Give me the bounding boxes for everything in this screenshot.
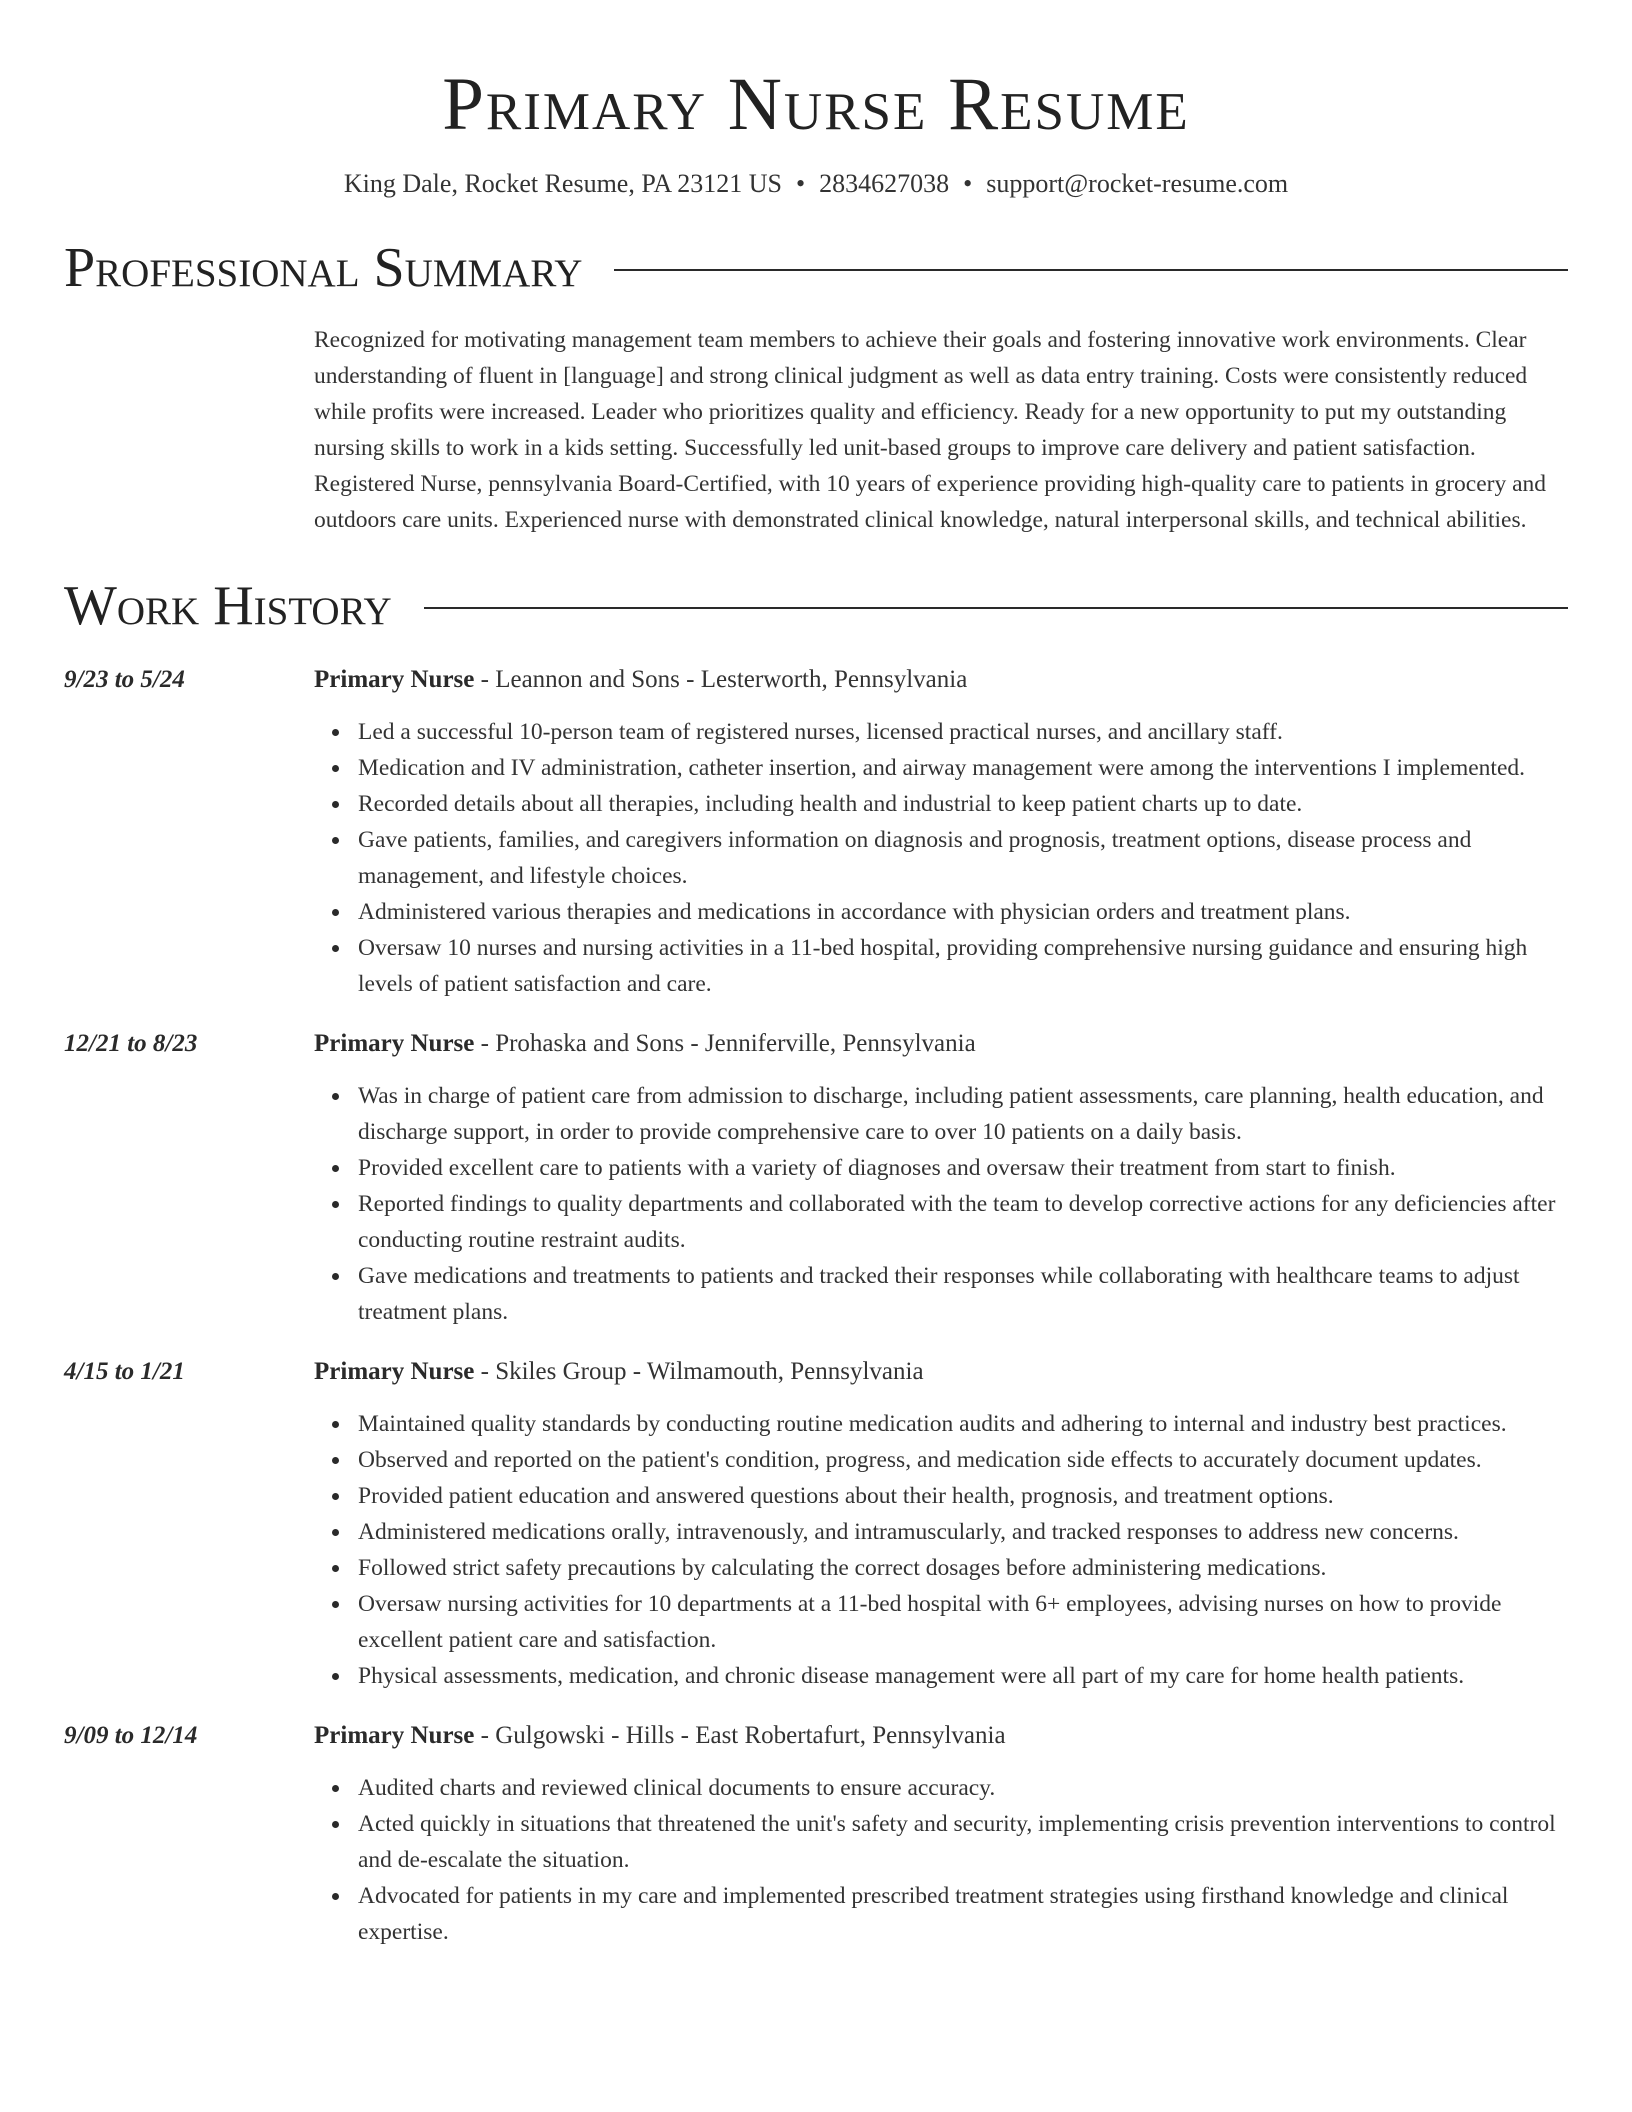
job-header [314,1718,1568,1754]
job-title: Primary Nurse [314,1358,475,1385]
resume-title: Primary Nurse Resume [442,63,1190,146]
job-bullet: Followed strict safety precautions by calculating the correct dosages before administering medications. [358,1550,1568,1586]
job-bullet: Advocated for patients in my care and implemented prescribed treatment strategies using firsthand knowledge and clinical expertise. [358,1878,1568,1950]
job-bullet: Was in charge of patient care from admission to discharge, including patient assessments, care planning, health education, and discharge support, in order to provide comprehensive care to over 10 patients on a daily basis. [358,1078,1568,1150]
job-employer-location: - Leannon and Sons - Lesterworth, Pennsylvania [474,666,968,693]
job-bullet: Physical assessments, medication, and chronic disease management were all part of my care for home health patients. [358,1658,1568,1694]
section-divider [614,269,1568,271]
job-title: Primary Nurse [314,1722,475,1749]
job-header [314,1026,1568,1062]
job-bullet: Medication and IV administration, catheter insertion, and airway management were among the interventions I implemented. [358,750,1568,786]
section-divider [424,607,1568,609]
job-bullet: Observed and reported on the patient's condition, progress, and medication side effects to accurately document updates. [358,1442,1568,1478]
job-entry [64,1718,1568,1950]
job-bullet: Acted quickly in situations that threatened the unit's safety and security, implementing crisis prevention interventions to control and de-escalate the situation. [358,1806,1568,1878]
job-entry [64,1026,1568,1330]
job-dates: 4/15 to 1/21 [64,1358,185,1385]
job-bullet: Led a successful 10-person team of registered nurses, licensed practical nurses, and ancillary staff. [358,714,1568,750]
work-history-section-header [64,574,1568,638]
job-bullet: Oversaw 10 nurses and nursing activities in a 11-bed hospital, providing comprehensive nursing guidance and ensuring high levels of patient satisfaction and care. [358,930,1568,1002]
job-details [314,1718,1568,1950]
job-title: Primary Nurse [314,666,475,693]
summary-section-header [64,236,1568,300]
job-details [314,662,1568,1002]
work-history-heading: Work History [64,575,392,637]
job-bullet: Reported findings to quality departments and collaborated with the team to develop corrective actions for any deficiencies after conducting routine restraint audits. [358,1186,1568,1258]
job-bullet: Administered various therapies and medications in accordance with physician orders and treatment plans. [358,894,1568,930]
job-bullet: Recorded details about all therapies, including health and industrial to keep patient charts up to date. [358,786,1568,822]
job-employer-location: - Skiles Group - Wilmamouth, Pennsylvania [474,1358,924,1385]
job-dates: 12/21 to 8/23 [64,1030,198,1057]
job-bullet: Oversaw nursing activities for 10 departments at a 11-bed hospital with 6+ employees, advising nurses on how to provide excellent patient care and satisfaction. [358,1586,1568,1658]
job-bullet: Gave patients, families, and caregivers information on diagnosis and prognosis, treatment options, disease process and management, and lifestyle choices. [358,822,1568,894]
contact-separator: • [796,169,806,198]
job-dates: 9/23 to 5/24 [64,666,185,693]
contact-email: support@rocket-resume.com [986,169,1289,198]
work-history-list [64,662,1568,1950]
contact-line [64,168,1568,200]
contact-phone: 2834627038 [819,169,950,198]
job-bullet-list [314,1770,1568,1950]
summary-heading: Professional Summary [64,237,583,299]
job-entry [64,1354,1568,1694]
contact-separator: • [963,169,973,198]
job-title: Primary Nurse [314,1030,475,1057]
job-bullet: Administered medications orally, intravenously, and intramuscularly, and tracked responses to address new concerns. [358,1514,1568,1550]
job-bullet-list [314,1406,1568,1694]
job-bullet: Maintained quality standards by conducting routine medication audits and adhering to internal and industry best practices. [358,1406,1568,1442]
job-header [314,662,1568,698]
job-employer-location: - Prohaska and Sons - Jenniferville, Pennsylvania [474,1030,976,1057]
job-bullet: Provided patient education and answered questions about their health, prognosis, and treatment options. [358,1478,1568,1514]
job-bullet-list [314,714,1568,1002]
job-details [314,1026,1568,1330]
job-bullet: Audited charts and reviewed clinical documents to ensure accuracy. [358,1770,1568,1806]
job-header [314,1354,1568,1390]
job-employer-location: - Gulgowski - Hills - East Robertafurt, Pennsylvania [474,1722,1006,1749]
job-dates: 9/09 to 12/14 [64,1722,198,1749]
contact-address: King Dale, Rocket Resume, PA 23121 US [343,169,782,198]
summary-text: Recognized for motivating management team members to achieve their goals and fostering innovative work environments. Clear understanding of fluent in [language] and strong clinical judgment as well as data entry training. Costs were consistently reduced while profits were increased. Leader who prioritizes quality and efficiency. Ready for a new opportunity to put my outstanding nursing skills to work in a kids setting. Successfully led unit-based groups to improve care delivery and patient satisfaction. Registered Nurse, pennsylvania Board-Certified, with 10 years of experience providing high-quality care to patients in grocery and outdoors care units. Experienced nurse with demonstrated clinical knowledge, natural interpersonal skills, and technical abilities. [314,327,1547,533]
job-bullet-list [314,1078,1568,1330]
job-bullet: Gave medications and treatments to patients and tracked their responses while collaborating with healthcare teams to adjust treatment plans. [358,1258,1568,1330]
job-entry [64,662,1568,1002]
job-details [314,1354,1568,1694]
job-bullet: Provided excellent care to patients with a variety of diagnoses and oversaw their treatment from start to finish. [358,1150,1568,1186]
